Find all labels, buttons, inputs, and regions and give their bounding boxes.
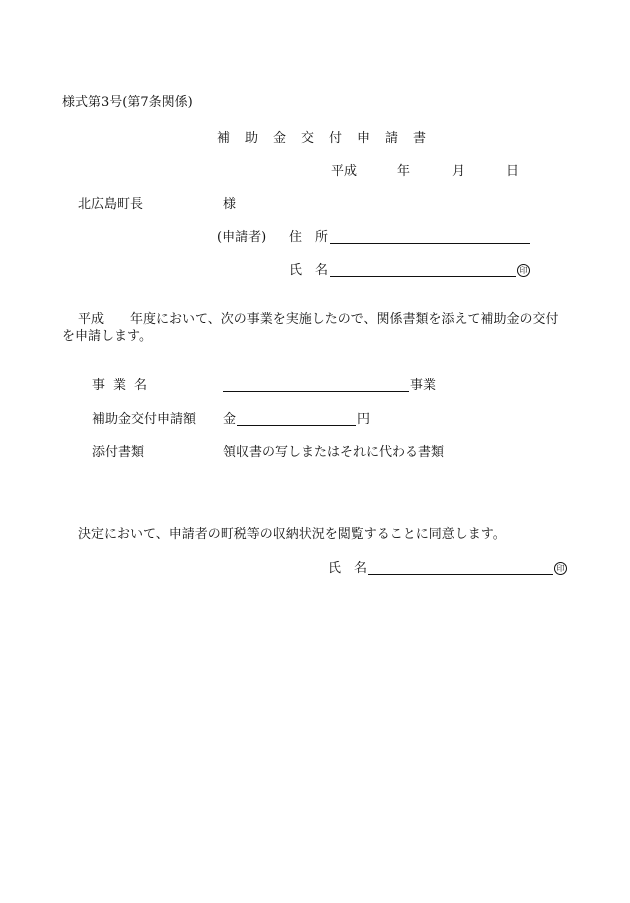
applicant-label: (申請者): [217, 230, 267, 245]
amount-field[interactable]: [237, 425, 356, 426]
attachment-value: 領収書の写しまたはそれに代わる書類: [223, 445, 445, 460]
project-name-field[interactable]: [223, 391, 409, 392]
body-text-line-1: 平成 年度において、次の事業を実施したので、関係書類を添えて補助金の交付: [78, 312, 559, 327]
consent-name-field[interactable]: [368, 574, 553, 575]
amount-label: 補助金交付申請額: [92, 412, 197, 427]
date-month-unit: 月: [452, 164, 466, 179]
addressee-honorific: 様: [223, 197, 237, 212]
form-number: 様式第3号(第7条関係): [62, 95, 193, 110]
attachment-label: 添付書類: [92, 445, 145, 460]
date-day-unit: 日: [506, 164, 520, 179]
project-label: 事業名: [92, 378, 156, 393]
document-title: 補助金交付申請書: [217, 131, 442, 146]
consent-seal-mark: 印: [554, 562, 567, 575]
body-text-line-2: を申請します。: [62, 329, 152, 344]
addressee-name: 北広島町長: [78, 197, 144, 212]
applicant-address-field[interactable]: [330, 243, 530, 244]
applicant-name-label: 氏 名: [289, 263, 329, 278]
project-suffix: 事業: [410, 378, 437, 393]
date-year-unit: 年: [397, 164, 411, 179]
date-era: 平成: [331, 164, 358, 179]
consent-name-label: 氏 名: [328, 561, 368, 576]
amount-prefix: 金: [223, 412, 237, 427]
amount-suffix: 円: [357, 412, 371, 427]
applicant-address-label: 住 所: [289, 230, 329, 245]
applicant-seal-mark: 印: [517, 264, 530, 277]
applicant-name-field[interactable]: [330, 276, 516, 277]
consent-text: 決定において、申請者の町税等の収納状況を閲覧することに同意します。: [78, 527, 506, 542]
